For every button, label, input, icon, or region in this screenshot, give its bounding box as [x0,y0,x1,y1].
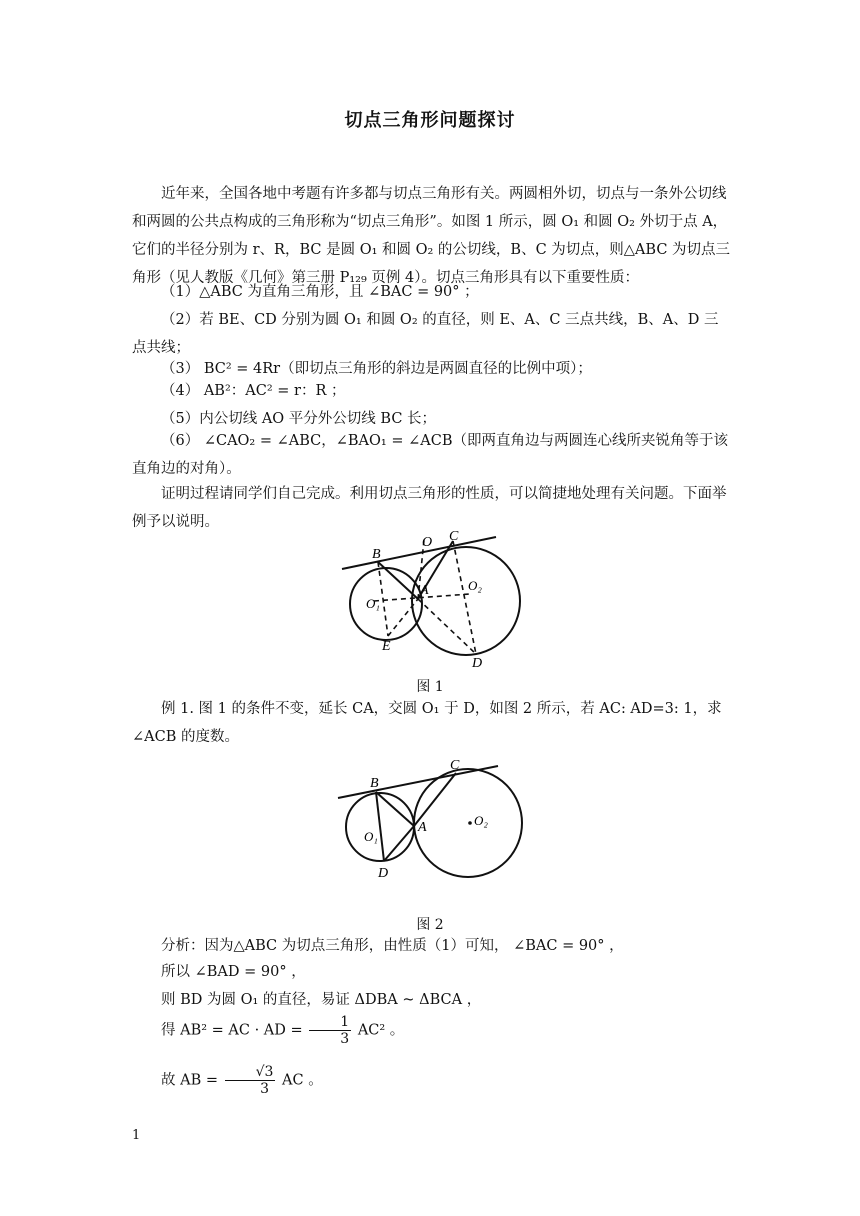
property-4: （4） AB²：AC² = r：R ； [161,383,346,399]
figure-2-caption: 图 2 [416,917,444,933]
proof-note: 证明过程请同学们自己完成。利用切点三角形的性质，可以简捷地处理有关问题。下面举例予以说明。 [132,486,727,530]
intro-paragraph: 近年来，全国各地中考题有许多都与切点三角形有关。两圆相外切，切点与一条外公切线和两圆的公共点构成的三角形称为“切点三角形”。如图 1 所示，圆 O₁ 和圆 O₂ 外切于点 A，它们的半径分别为 r、R，BC 是圆 O₁ 和圆 O₂ 的公切线，B、C 为切点，则△ABC 为切点三角形（见人教版《几何》第三册 P₁₂₉ 页例 4）。切点三角形具有以下重要性质： [132,186,731,286]
fig1-label-b: B [372,547,381,562]
fig2-label-d: D [378,866,389,881]
analysis-line-3: 则 BD 为圆 O₁ 的直径，易证 ΔDBA ~ ΔBCA ， [161,992,482,1008]
fig1-label-c: C [449,529,459,544]
fig2-label-o2: O₂ [474,813,488,828]
fig1-label-o2: O₂ [468,578,482,593]
property-5: （5）内公切线 AO 平分外公切线 BC 长； [161,411,437,427]
analysis-line-4-pre: 得 AB² = AC · AD = [161,1022,303,1039]
fraction-root3-over-3 [225,1064,276,1097]
fig2-label-a: A [418,820,427,835]
property-1: （1）△ABC 为直角三角形，且 ∠BAC = 90° ； [161,284,479,300]
analysis-line-2: 所以 ∠BAD = 90° ， [161,964,306,980]
fraction-denominator: 3 [260,1081,269,1097]
analysis-line-5-pre: 故 AB = [161,1072,218,1089]
page-number: 1 [132,1128,141,1143]
fig2-label-b: B [370,776,379,791]
analysis-line-1: 分析：因为△ABC 为切点三角形，由性质（1）可知， ∠BAC = 90° ， [161,938,624,954]
example-1: 例 1. 图 1 的条件不变，延长 CA，交圆 O₁ 于 D，如图 2 所示，若 AC: AD=3: 1，求 ∠ACB 的度数。 [132,701,722,745]
analysis-line-5 [132,1064,732,1097]
analysis-line-4-post: AC² 。 [357,1022,405,1039]
fig1-label-o1: O₁ [366,596,380,611]
circle-o2 [414,769,522,877]
fig2-label-o1: O₁ [364,829,378,844]
fig1-label-o: O [422,535,433,550]
circle-o2 [412,547,520,655]
fraction-numerator: √3 [225,1064,276,1081]
property-3: （3） BC² = 4Rr（即切点三角形的斜边是两圆直径的比例中项）； [161,361,592,377]
analysis-line-4 [132,1014,732,1047]
property-2: （2）若 BE、CD 分别为圆 O₁ 和圆 O₂ 的直径，则 E、A、C 三点共线，B、A、D 三点共线； [132,312,719,356]
tangent-bc [342,537,496,569]
fig1-label-a: A [420,583,429,598]
figure-2 [330,755,530,885]
figure-1 [330,528,530,670]
fraction-one-third [309,1014,351,1047]
fraction-numerator: 1 [309,1014,351,1031]
fraction-denominator: 3 [340,1031,350,1047]
analysis-line-5-post: AC 。 [282,1072,323,1089]
property-6: （6） ∠CAO₂ = ∠ABC，∠BAO₁ = ∠ACB（即两直角边与两圆连心线所夹锐角等于该直角边的对角）。 [132,433,728,477]
fig1-label-d: D [472,656,483,670]
tangent-bc [338,766,498,798]
page-title: 切点三角形问题探讨 [344,110,516,131]
fig1-label-e: E [382,639,391,654]
fig2-label-c: C [450,758,460,773]
figure-1-caption: 图 1 [416,679,444,695]
